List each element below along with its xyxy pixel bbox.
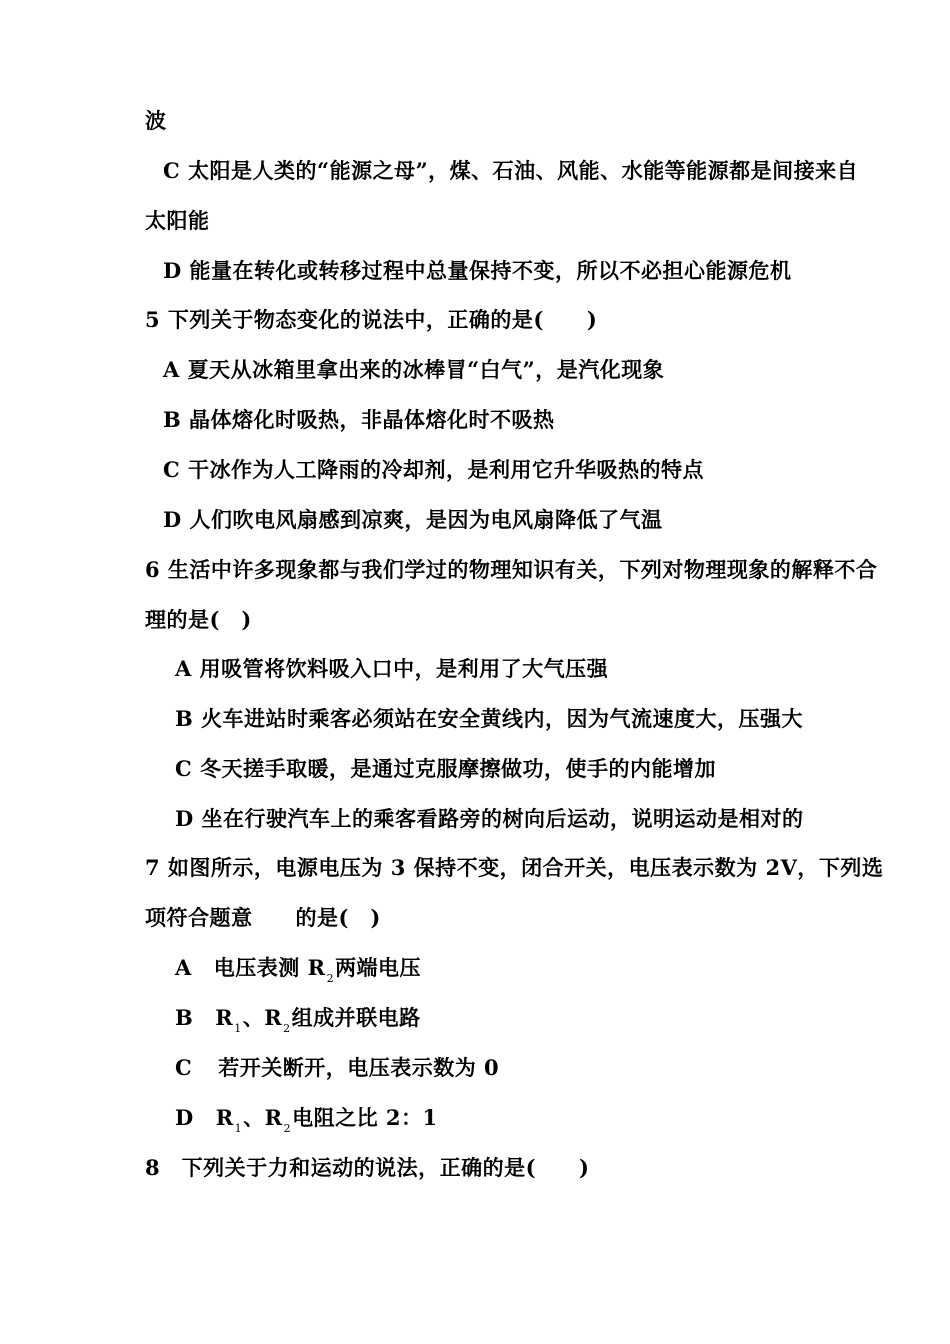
subscript: 1 [234, 1022, 242, 1035]
option-text: 、R [243, 1105, 283, 1130]
option-d-q5: D 人们吹电风扇感到凉爽，是因为电风扇降低了气温 [163, 507, 663, 532]
option-text: R [215, 1005, 234, 1030]
option-d-q4: D 能量在转化或转移过程中总量保持不变，所以不必担心能源危机 [163, 258, 792, 283]
subscript: 2 [283, 1122, 292, 1135]
option-a-q6: A 用吸管将饮料吸入口中，是利用了大气压强 [175, 656, 609, 681]
option-c-q4: C 太阳是人类的“能源之母”，煤、石油、风能、水能等能源都是间接来自 [163, 158, 859, 183]
text-line: 太阳能 [145, 208, 210, 233]
option-c-q7 [175, 1053, 499, 1083]
option-a-q7 [175, 953, 421, 994]
option-d-q7 [175, 1103, 438, 1144]
option-text: R [215, 1105, 234, 1130]
question-6: 6 生活中许多现象都与我们学过的物理知识有关，下列对物理现象的解释不合 [145, 557, 878, 582]
subscript: 1 [234, 1122, 243, 1135]
option-b-q7 [175, 1003, 421, 1044]
option-text: 组成并联电路 [291, 1005, 421, 1030]
option-text: 电压表测 R [213, 955, 326, 980]
option-text: 电阻之比 2：1 [292, 1105, 438, 1130]
question-7: 7 如图所示，电源电压为 3 保持不变，闭合开关，电压表示数为 2V，下列选 [145, 855, 884, 880]
subscript: 2 [326, 972, 335, 985]
option-text: 、R [242, 1005, 283, 1030]
option-text: 若开关断开，电压表示数为 0 [218, 1055, 500, 1080]
option-label: A [175, 955, 192, 980]
option-label: B [175, 1005, 194, 1030]
question-7-cont: 项符合题意 的是( ) [145, 905, 381, 930]
option-d-q6: D 坐在行驶汽车上的乘客看路旁的树向后运动，说明运动是相对的 [175, 806, 804, 831]
question-6-cont: 理的是( ) [145, 607, 252, 632]
text-line: 波 [145, 108, 167, 133]
option-b-q6: B 火车进站时乘客必须站在安全黄线内，因为气流速度大，压强大 [175, 706, 804, 731]
option-text: 两端电压 [335, 955, 422, 980]
option-c-q6: C 冬天搓手取暖，是通过克服摩擦做功，使手的内能增加 [175, 756, 717, 781]
option-b-q5: B 晶体熔化时吸热，非晶体熔化时不吸热 [163, 407, 555, 432]
subscript: 2 [283, 1022, 291, 1035]
question-8: 8 下列关于力和运动的说法，正确的是( ) [145, 1155, 590, 1180]
option-c-q5: C 干冰作为人工降雨的冷却剂，是利用它升华吸热的特点 [163, 457, 705, 482]
question-5: 5 下列关于物态变化的说法中，正确的是( ) [145, 307, 598, 332]
option-a-q5: A 夏天从冰箱里拿出来的冰棒冒“白气”，是汽化现象 [163, 357, 665, 382]
option-label: D [175, 1105, 194, 1130]
option-label: C [175, 1055, 193, 1080]
